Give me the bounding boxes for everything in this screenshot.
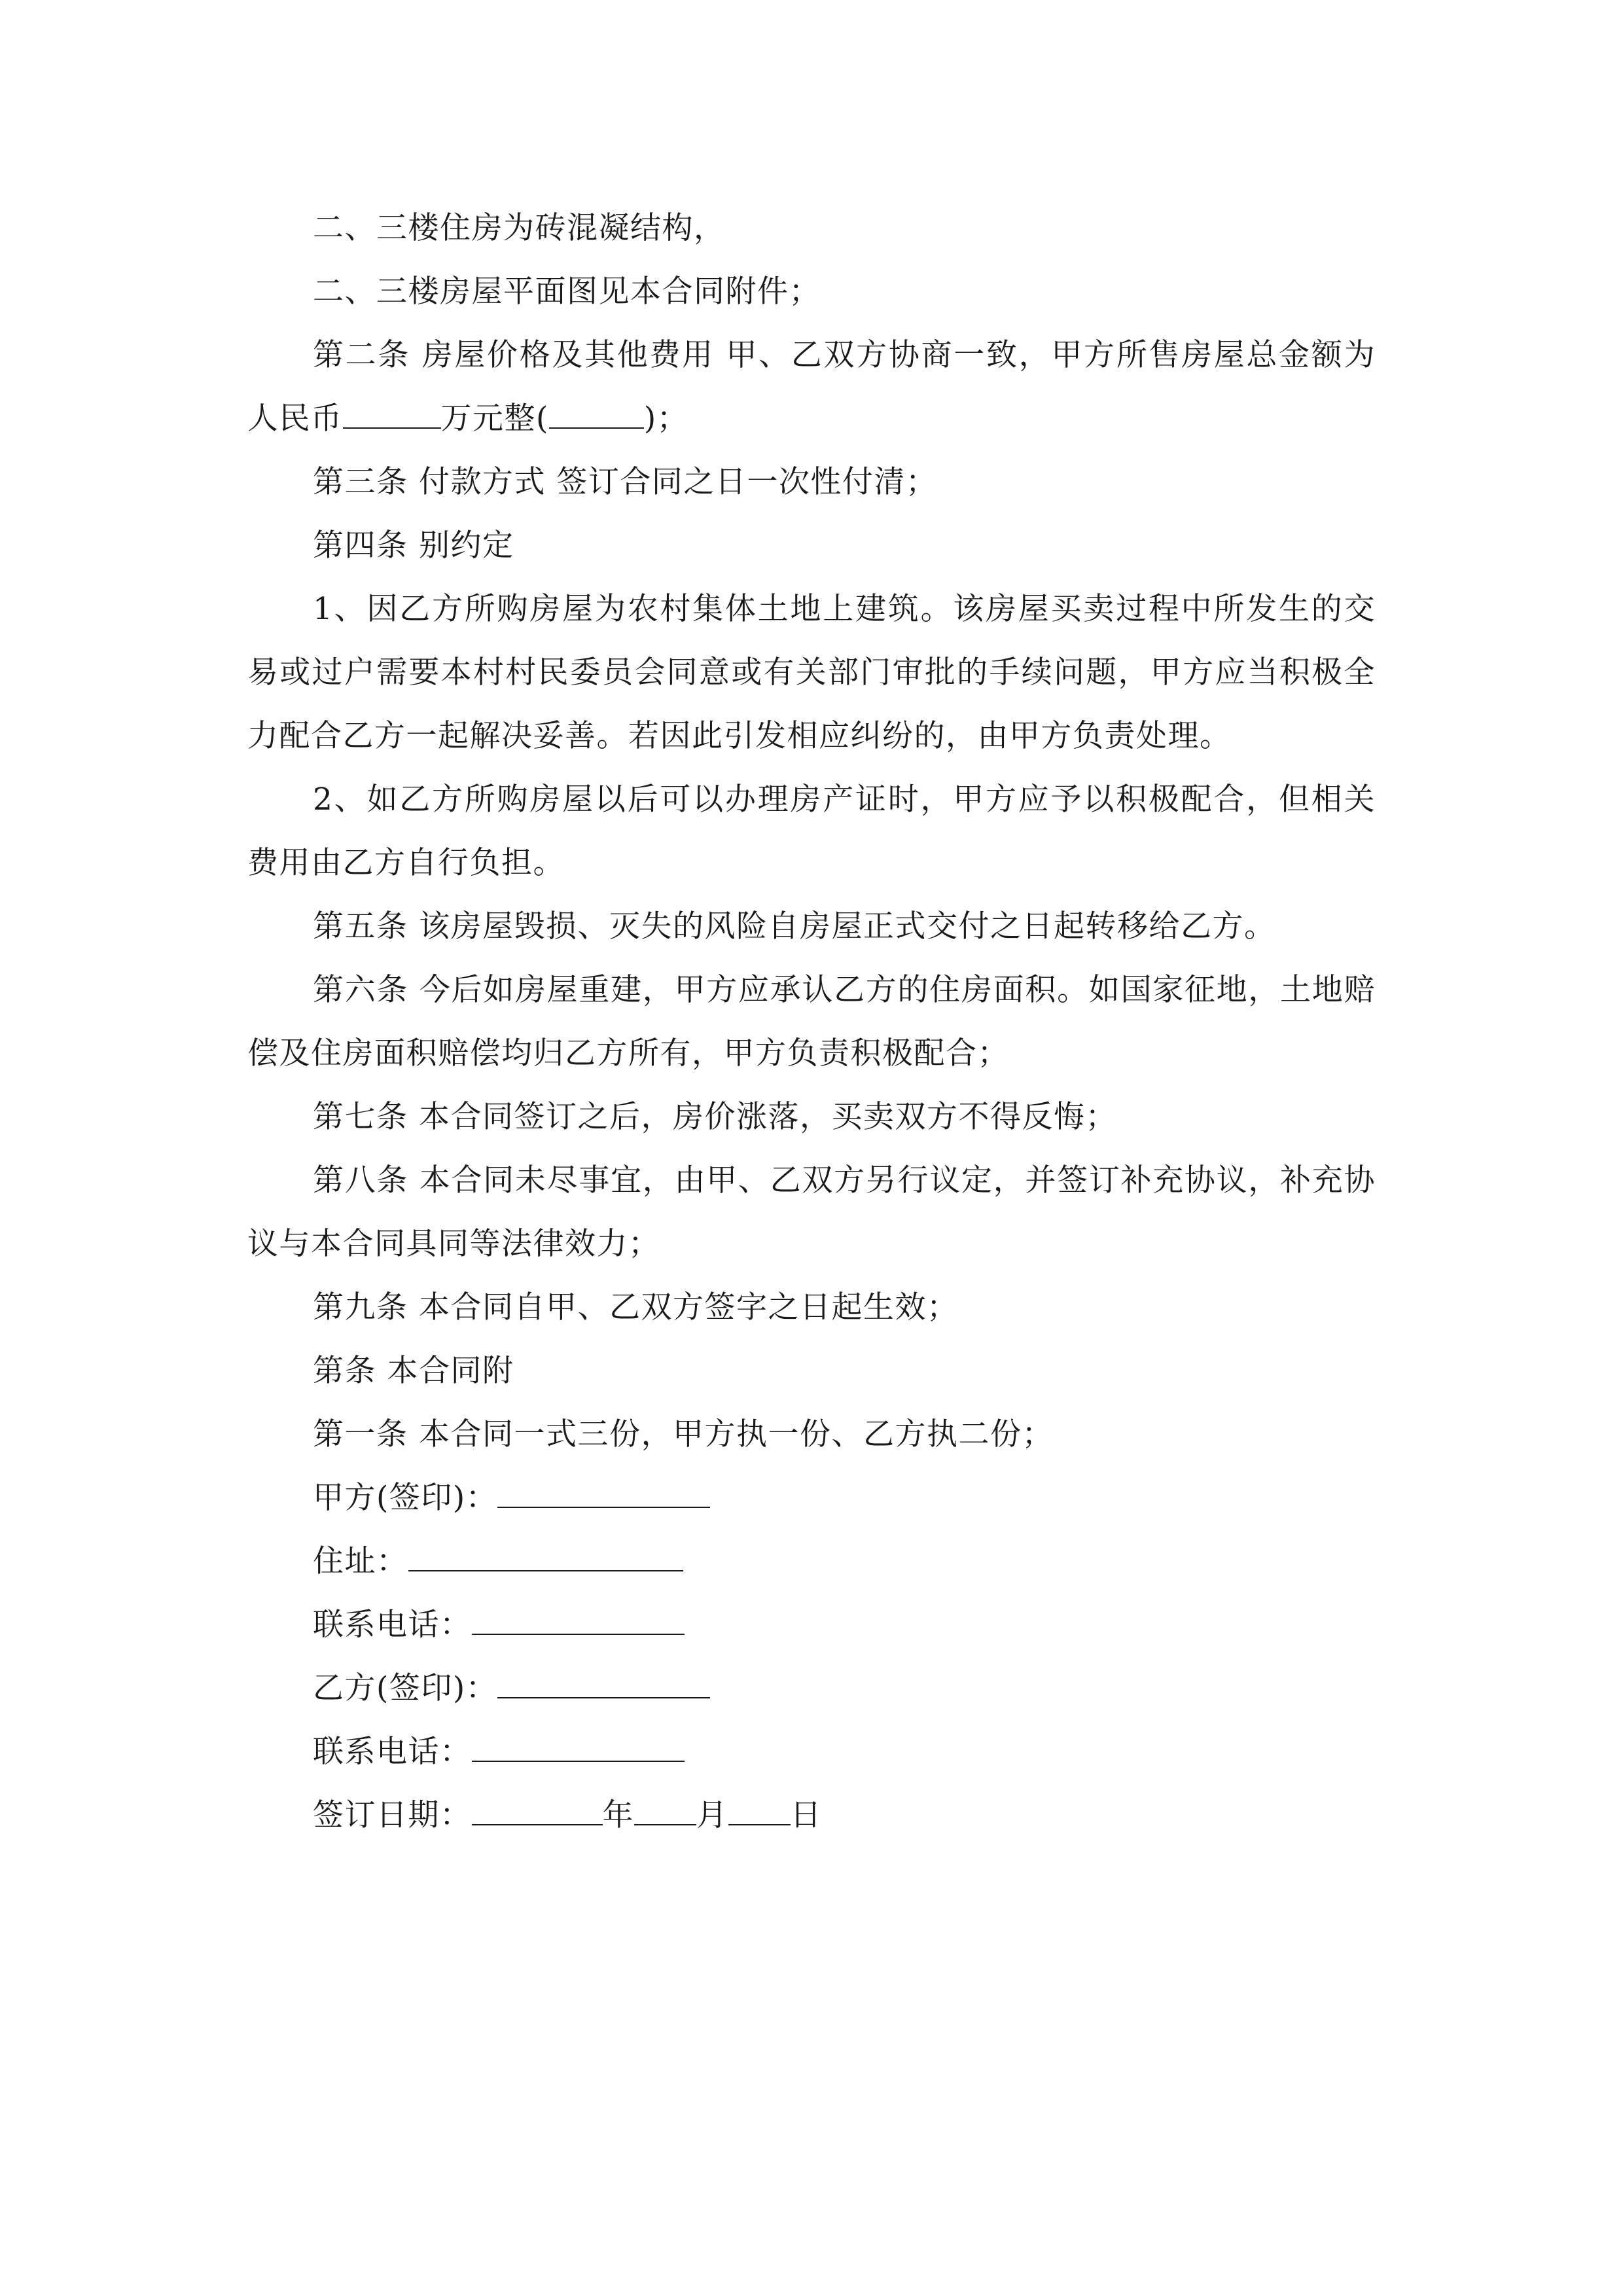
party-b-label: 乙方(签印)： xyxy=(313,1670,498,1706)
amount-uppercase-blank[interactable] xyxy=(549,400,644,429)
article-4-special: 第四条 别约定 xyxy=(313,528,514,564)
party-a-label: 甲方(签印)： xyxy=(313,1480,498,1516)
contract-body xyxy=(247,196,1376,1847)
article-8-supplement: 第八条 本合同未尽事宜，由甲、乙双方另行议定，并签订补充协议，补充协议与本合同具同等法律效力； xyxy=(247,1162,1376,1262)
day-blank[interactable] xyxy=(728,1797,791,1825)
amount-unit-text: 万元整( xyxy=(440,401,549,437)
paragraph-floor-plan: 二、三楼房屋平面图见本合同附件； xyxy=(313,274,821,310)
article-copies: 第一条 本合同一式三份，甲方执一份、乙方执二份； xyxy=(313,1416,1054,1452)
month-label: 月 xyxy=(696,1797,728,1833)
day-label: 日 xyxy=(790,1797,822,1833)
party-a-signature-line xyxy=(247,1466,1376,1530)
year-blank[interactable] xyxy=(472,1797,603,1825)
phone-b-line xyxy=(247,1720,1376,1784)
paragraph-structure: 二、三楼住房为砖混凝结构， xyxy=(313,210,726,246)
article-2-price xyxy=(247,323,1376,450)
party-b-signature-line xyxy=(247,1657,1376,1720)
article-7-price-change: 第七条 本合同签订之后，房价涨落，买卖双方不得反悔； xyxy=(313,1099,1117,1135)
phone-a-label: 联系电话： xyxy=(313,1607,472,1643)
article-attachment: 第条 本合同附 xyxy=(313,1353,514,1389)
sign-date-line xyxy=(247,1784,1376,1847)
article-9-effective: 第九条 本合同自甲、乙双方签字之日起生效； xyxy=(313,1289,959,1325)
article-5-risk: 第五条 该房屋毁损、灭失的风险自房屋正式交付之日起转移给乙方。 xyxy=(313,908,1276,944)
amount-blank[interactable] xyxy=(343,400,441,429)
article-6-rebuild: 第六条 今后如房屋重建，甲方应承认乙方的住房面积。如国家征地，土地赔偿及住房面积赔偿均归乙方所有，甲方负责积极配合； xyxy=(247,972,1376,1071)
year-label: 年 xyxy=(602,1797,634,1833)
month-blank[interactable] xyxy=(634,1797,696,1825)
article-3-payment: 第三条 付款方式 签订合同之日一次性付清； xyxy=(313,464,938,500)
article-4-item-1: 1、因乙方所购房屋为农村集体土地上建筑。该房屋买卖过程中所发生的交易或过户需要本村村民委员会同意或有关部门审批的手续问题，甲方应当积极全力配合乙方一起解决妥善。若因此引发相应纠纷的，由甲方负责处理。 xyxy=(247,591,1376,754)
address-line xyxy=(247,1530,1376,1593)
amount-close-text: )； xyxy=(643,401,689,437)
article-2-text: 第二条 房屋价格及其他费用 甲、乙双方协商一致，甲方所售房屋总金额为人民币 xyxy=(247,337,1376,437)
phone-b-blank[interactable] xyxy=(472,1733,685,1762)
article-4-item-2: 2、如乙方所购房屋以后可以办理房产证时，甲方应予以积极配合，但相关费用由乙方自行负担。 xyxy=(247,781,1376,881)
address-label: 住址： xyxy=(313,1543,408,1579)
party-a-signature-blank[interactable] xyxy=(497,1479,710,1508)
party-b-signature-blank[interactable] xyxy=(497,1670,710,1698)
phone-a-blank[interactable] xyxy=(472,1606,685,1635)
address-blank[interactable] xyxy=(408,1543,683,1571)
phone-b-label: 联系电话： xyxy=(313,1734,472,1770)
phone-a-line xyxy=(247,1593,1376,1657)
sign-date-label: 签订日期： xyxy=(313,1797,472,1833)
